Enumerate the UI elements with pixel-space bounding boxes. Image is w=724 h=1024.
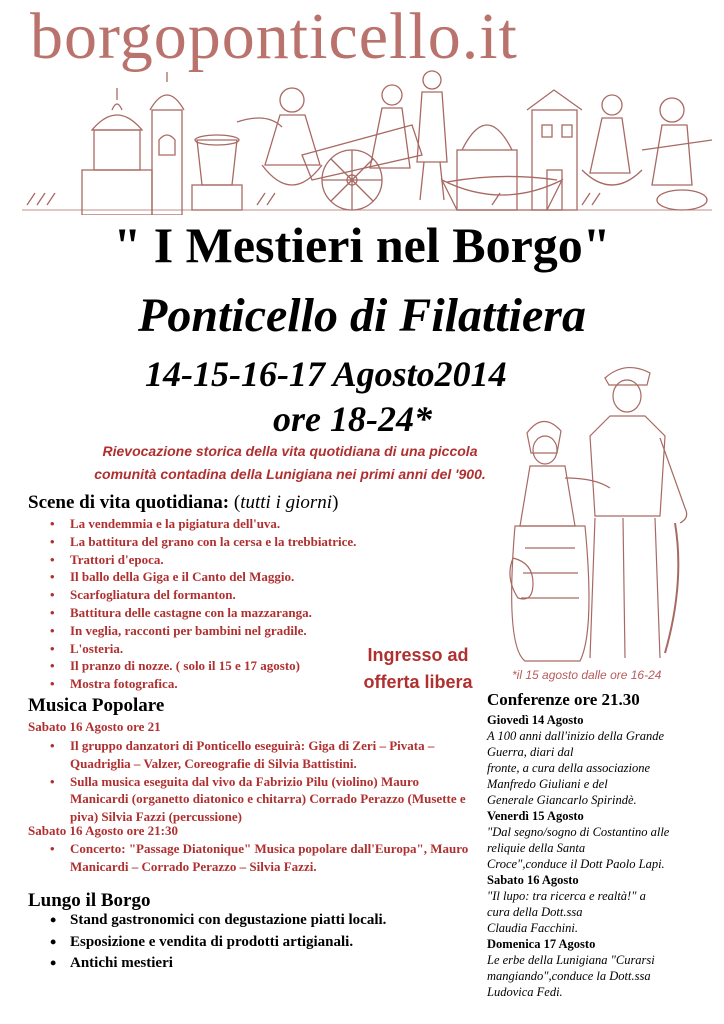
site-title: borgoponticello.it bbox=[30, 0, 518, 73]
list-item: • Il gruppo danzatori di Ponticello eseguirà: Giga di Zeri – Pivata – Quadriglia – Valzer, Coreografie di Silvia Battistini. bbox=[28, 737, 478, 773]
list-item: • In veglia, racconti per bambini nel gradile. bbox=[28, 622, 498, 640]
music-list bbox=[28, 737, 478, 826]
list-item: • Scarfogliatura del formanton. bbox=[28, 586, 498, 604]
list-item: • Stand gastronomici con degustazione piatti locali. bbox=[28, 910, 478, 932]
conference-line: Generale Giancarlo Spirindè. bbox=[487, 793, 637, 807]
conference-day: Giovedì 14 Agosto bbox=[487, 713, 584, 727]
list-item: • Mostra fotografica. bbox=[28, 675, 498, 693]
music-title: Musica Popolare bbox=[28, 695, 165, 716]
borgo-title: Lungo il Borgo bbox=[28, 890, 151, 911]
entry-line: offerta libera bbox=[363, 672, 473, 692]
conference-entry bbox=[487, 936, 717, 1000]
list-item: • Il ballo della Giga e il Canto del Maggio. bbox=[28, 568, 498, 586]
scene-paren-open: ( bbox=[229, 492, 241, 513]
entry-notice bbox=[348, 642, 488, 696]
conferences-list bbox=[487, 712, 717, 1000]
conference-day: Domenica 17 Agosto bbox=[487, 937, 596, 951]
conference-line: Croce",conduce il Dott Paolo Lapi. bbox=[487, 857, 665, 871]
list-item: • L'osteria. bbox=[28, 640, 498, 658]
conference-day: Sabato 16 Agosto bbox=[487, 873, 579, 887]
event-dates: 14-15-16-17 Agosto2014 bbox=[145, 354, 507, 394]
conference-line: Ludovica Fedi. bbox=[487, 985, 563, 999]
conference-line: A 100 anni dall'inizio della Grande bbox=[487, 729, 665, 743]
conference-entry bbox=[487, 808, 717, 872]
peasant-couple-illustration bbox=[505, 358, 705, 668]
list-item: • Sulla musica eseguita dal vivo da Fabrizio Pilu (violino) Mauro Manicardi (organetto diatonico e chitarra) Corrado Perazzo (Musette e piva) Silvia Fazzi (percussione) bbox=[28, 773, 478, 826]
conference-entry bbox=[487, 712, 717, 808]
conference-line: cura della Dott.ssa bbox=[487, 905, 583, 919]
intro-text bbox=[40, 440, 540, 486]
music-list bbox=[28, 840, 478, 876]
conference-line: fronte, a cura della associazione bbox=[487, 761, 651, 775]
list-item: • Trattori d'epoca. bbox=[28, 551, 498, 569]
scene-note: tutti i giorni bbox=[240, 492, 333, 513]
intro-line: Rievocazione storica della vita quotidiana di una piccola bbox=[102, 443, 478, 459]
couple-note: *il 15 agosto dalle ore 16-24 bbox=[512, 668, 662, 682]
intro-line: comunità contadina della Lunigiana nei primi anni del '900. bbox=[94, 466, 486, 482]
conference-line: reliquie della Santa bbox=[487, 841, 586, 855]
music-day-label: Sabato 16 Agosto ore 21:30 bbox=[28, 823, 178, 838]
conference-line: Claudia Facchini. bbox=[487, 921, 578, 935]
scene-title: Scene di vita quotidiana: bbox=[28, 492, 230, 513]
list-item: • Il pranzo di nozze. ( solo il 15 e 17 agosto) bbox=[28, 657, 498, 675]
conferences-title: Conferenze ore 21.30 bbox=[487, 690, 640, 709]
conference-entry bbox=[487, 872, 717, 936]
conference-line: Guerra, diari dal bbox=[487, 745, 574, 759]
conference-line: "Dal segno/sogno di Costantino alle bbox=[487, 825, 670, 839]
conference-line: mangiando",conduce la Dott.ssa bbox=[487, 969, 651, 983]
conference-day: Venerdì 15 Agosto bbox=[487, 809, 584, 823]
list-item: • Concerto: "Passage Diatonique" Musica popolare dall'Europa", Mauro Manicardi – Corrado Perazzo – Silvia Fazzi. bbox=[28, 840, 478, 876]
entry-line: Ingresso ad bbox=[367, 645, 469, 665]
scene-paren-close: ) bbox=[332, 492, 339, 513]
main-title: " I Mestieri nel Borgo" bbox=[113, 217, 611, 273]
event-hours: ore 18-24* bbox=[273, 399, 432, 439]
scene-section bbox=[28, 492, 338, 514]
list-item: • Battitura delle castagne con la mazzaranga. bbox=[28, 604, 498, 622]
music-day-label: Sabato 16 Agosto ore 21 bbox=[28, 719, 161, 734]
borgo-list bbox=[28, 910, 478, 975]
conference-line: "Il lupo: tra ricerca e realtà!" a bbox=[487, 889, 646, 903]
list-item: • Antichi mestieri bbox=[28, 953, 478, 975]
list-item: • La battitura del grano con la cersa e la trebbiatrice. bbox=[28, 533, 498, 551]
list-item: • Esposizione e vendita di prodotti artigianali. bbox=[28, 932, 478, 954]
event-location-title: Ponticello di Filattiera bbox=[138, 289, 586, 342]
header-illustration bbox=[22, 70, 712, 215]
list-item: • La vendemmia e la pigiatura dell'uva. bbox=[28, 515, 498, 533]
conference-line: Manfredo Giuliani e del bbox=[487, 777, 608, 791]
conference-line: Le erbe della Lunigiana "Curarsi bbox=[487, 953, 655, 967]
